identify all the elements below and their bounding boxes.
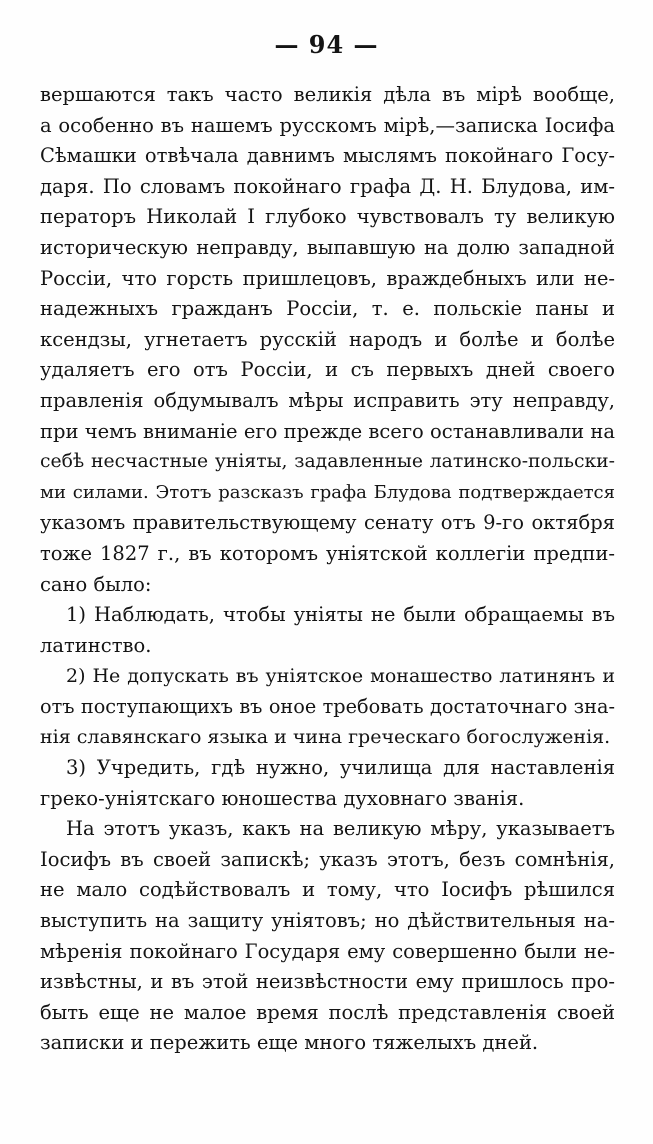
text-line: указомъ правительствующему сенату отъ 9-го октября <box>40 511 615 535</box>
text-line: даря. По словамъ покойнаго графа Д. Н. Блудова, им- <box>40 174 615 198</box>
text-line: быть еще не малое время послѣ представленія своей <box>40 1000 615 1024</box>
text-line: вершаются такъ часто великія дѣла въ мірѣ вообще, <box>40 83 615 106</box>
text-line: На этотъ указъ, какъ на великую мѣру, указываетъ <box>66 817 615 841</box>
page-text-body <box>40 80 615 1059</box>
text-line: сано было: <box>40 572 152 596</box>
text-line: 1) Наблюдать, чтобы уніяты не были обращаемы въ <box>66 603 615 627</box>
text-line: а особенно въ нашемъ русскомъ мірѣ,—записка Іосифа <box>40 113 615 137</box>
text-line: себѣ несчастные уніяты, задавленные латинско-польски- <box>40 451 615 473</box>
text-line: нія славянскаго языка и чина греческаго богослуженія. <box>40 726 611 749</box>
text-line: не мало содѣйствовалъ и тому, что Іосифъ рѣшился <box>40 878 615 902</box>
text-line: историческую неправду, выпавшую на долю западной <box>40 235 615 259</box>
text-line: надежныхъ гражданъ Россіи, т. е. польскіе паны и <box>40 297 615 321</box>
text-line: латинство. <box>40 633 152 657</box>
page-number: — 94 — <box>274 30 379 59</box>
text-line: греко-уніятскаго юношества духовнаго званія. <box>40 786 525 810</box>
text-line: ператоръ Николай I глубоко чувствовалъ ту великую <box>40 205 615 229</box>
text-line: мѣренія покойнаго Государя ему совершенно были не- <box>40 939 615 963</box>
text-line: Сѣмашки отвѣчала давнимъ мыслямъ покойнаго Госу- <box>40 144 615 168</box>
text-line: ксендзы, угнетаетъ русскій народъ и болѣе и болѣе <box>40 327 615 351</box>
text-line: отъ поступающихъ въ оное требовать достаточнаго зна- <box>40 694 615 718</box>
text-line: тоже 1827 г., въ которомъ уніятской коллегіи предпи- <box>40 541 615 565</box>
text-line: 2) Не допускать въ уніятское монашество латинянъ и <box>66 665 615 688</box>
text-line: 3) Учредить, гдѣ нужно, училища для наставленія <box>66 756 615 780</box>
text-line: выступить на защиту уніятовъ; но дѣйствительныя на- <box>40 909 615 933</box>
text-line: записки и пережить еще много тяжелыхъ дней. <box>40 1031 539 1055</box>
text-line: ми силами. Этотъ разсказъ графа Блудова подтверждается <box>40 481 615 503</box>
text-line: правленія обдумывалъ мѣры исправить эту неправду, <box>40 388 615 412</box>
text-line: Россіи, что горсть пришлецовъ, враждебныхъ или не- <box>40 266 615 290</box>
text-line: извѣстны, и въ этой неизвѣстности ему пришлось про- <box>40 970 615 994</box>
text-line: удаляетъ его отъ Россіи, и съ первыхъ дней своего <box>40 358 615 382</box>
text-line: при чемъ вниманіе его прежде всего останавливали на <box>40 419 615 443</box>
text-line: Іосифъ въ своей запискѣ; указъ этотъ, безъ сомнѣнія, <box>40 847 615 871</box>
